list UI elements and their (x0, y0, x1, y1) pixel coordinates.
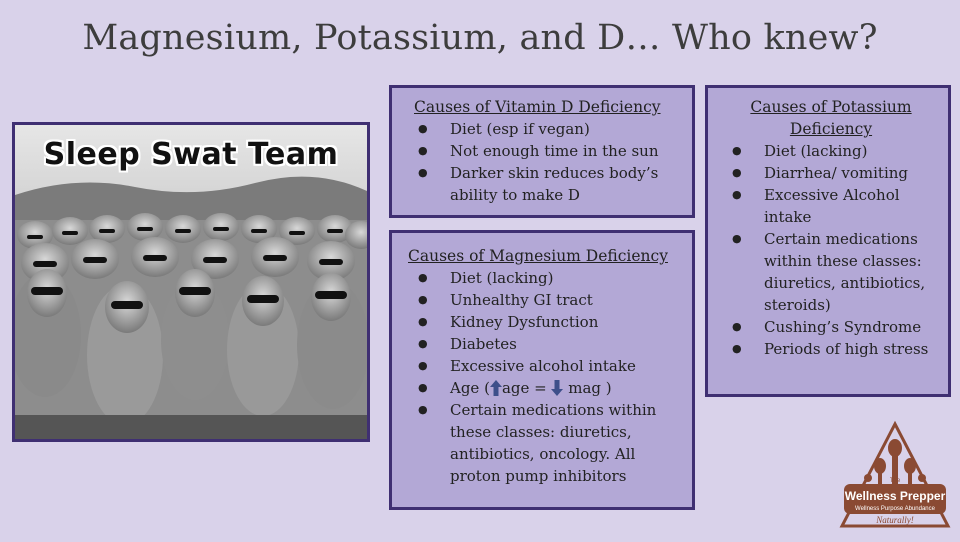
sheep-image (15, 125, 367, 439)
age-prefix: Age ( (450, 379, 490, 397)
list-item: ● Excessive alcohol intake (406, 355, 684, 377)
list-item: ● Diet (esp if vegan) (406, 118, 682, 140)
potassium-heading-line1: Causes of Potassium (750, 98, 912, 116)
magnesium-list (406, 267, 684, 487)
wellness-prepper-logo (836, 420, 954, 538)
magnesium-box (389, 230, 695, 510)
list-item-age (406, 377, 684, 399)
list-item: ● Cushing’s Syndrome (722, 316, 940, 338)
slide-title: Magnesium, Potassium, and D… Who knew? (82, 18, 878, 58)
list-item: ● Certain medications within these classes: diuretics, antibiotics, steroids) (722, 228, 940, 316)
arrow-up-icon (490, 380, 502, 396)
age-suffix: mag ) (568, 379, 612, 397)
photo-caption: Sleep Swat Team (43, 137, 339, 172)
list-item: ● Unhealthy GI tract (406, 289, 684, 311)
list-item: ● Darker skin reduces body’s ability to make D (406, 162, 682, 206)
list-item: ● Diarrhea/ vomiting (722, 162, 940, 184)
vitamin-d-box (389, 85, 695, 218)
sheep-photo (12, 122, 370, 442)
list-item: ● Kidney Dysfunction (406, 311, 684, 333)
list-item: ● Diet (lacking) (406, 267, 684, 289)
logo-emblem (836, 420, 954, 538)
list-item: ● Certain medications within these classes: diuretics, antibiotics, oncology. All proton pump inhibitors (406, 399, 684, 487)
potassium-box (705, 85, 951, 397)
vitamin-d-list (406, 118, 682, 206)
age-middle: age = (501, 379, 547, 397)
potassium-heading-line2: Deficiency (789, 120, 873, 138)
list-item: ● Not enough time in the sun (406, 140, 682, 162)
list-item: ● Periods of high stress (722, 338, 940, 360)
vitamin-d-heading: Causes of Vitamin D Deficiency (414, 98, 661, 116)
list-item: ● Diabetes (406, 333, 684, 355)
potassium-list (722, 140, 940, 360)
logo-sub: Naturally! (876, 515, 914, 525)
list-item: ● Diet (lacking) (722, 140, 940, 162)
logo-brand: Wellness Prepper (844, 489, 946, 503)
logo-top-text: The (889, 478, 901, 484)
logo-tagline: Wellness Purpose Abundance (855, 506, 935, 512)
magnesium-heading: Causes of Magnesium Deficiency (408, 247, 668, 265)
list-item: ● Excessive Alcohol intake (722, 184, 940, 228)
arrow-down-icon (551, 380, 563, 396)
